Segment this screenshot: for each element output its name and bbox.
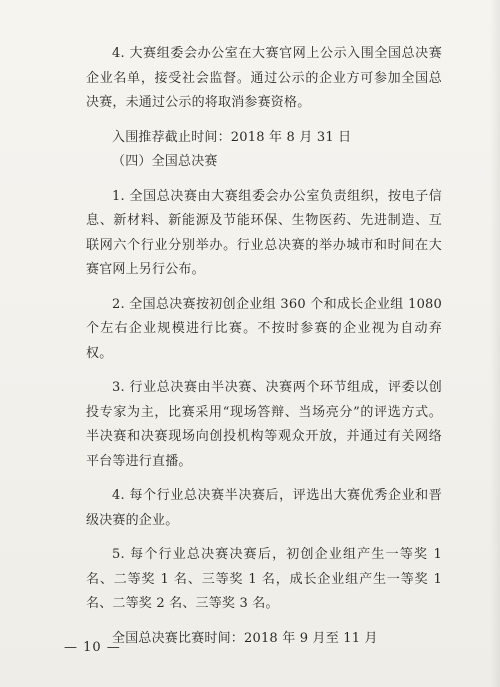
paragraph-recommend-deadline: 入围推荐截止时间：2018 年 8 月 31 日 — [112, 129, 352, 145]
section-heading-national-final: （四）全国总决赛 — [112, 154, 218, 169]
paragraph-final-timeframe: 全国总决赛比赛时间：2018 年 9 月至 11 月 — [112, 630, 378, 646]
paragraph-final-format: 3. 行业总决赛由半决赛、决赛两个环节组成，评委以创投专家为主，比赛采用“现场答辩、当场亮分”的评选方式。半决赛和决赛现场向创投机构等观众开放，并通过有关网络平台等进行直播。 — [86, 380, 442, 469]
paragraph-awards: 5. 每个行业总决赛决赛后，初创企业组产生一等奖 1 名、二等奖 1 名、三等奖 1 名，成长企业组产生一等奖 1 名、二等奖 2 名、三等奖 3 名。 — [86, 547, 442, 611]
page-number: — 10 — — [64, 640, 121, 655]
paragraph-semifinal-selection: 4. 每个行业总决赛半决赛后，评选出大赛优秀企业和晋级决赛的企业。 — [86, 488, 442, 528]
paragraph-final-scale: 2. 全国总决赛按初创企业组 360 个和成长企业组 1080 个左右企业规模进行比赛。不按时参赛的企业视为自动弃权。 — [86, 296, 442, 361]
paragraph-final-organization: 1. 全国总决赛由大赛组委会办公室负责组织，按电子信息、新材料、新能源及节能环保、生物医药、先进制造、互联网六个行业分别举办。行业总决赛的举办城市和时间在大赛官网上另行公布。 — [86, 188, 442, 277]
paragraph-publicity-finalists: 4. 大赛组委会办公室在大赛官网上公示入围全国总决赛企业名单，接受社会监督。通过公示的企业方可参加全国总决赛，未通过公示的将取消参赛资格。 — [86, 46, 442, 110]
page-edge-shadow — [490, 0, 500, 687]
document-body — [86, 42, 442, 651]
